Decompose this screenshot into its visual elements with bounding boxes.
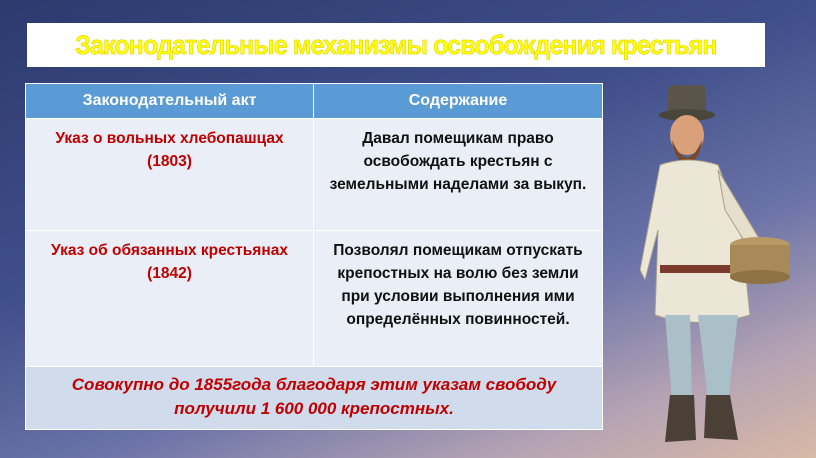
peasant-illustration	[640, 80, 810, 455]
table-header	[26, 84, 603, 119]
header-content: Содержание	[314, 84, 603, 119]
act-cell: Указ об обязанных крестьянах (1842)	[26, 231, 314, 367]
header-act: Законодательный акт	[26, 84, 314, 119]
content-cell: Давал помещикам право освобождать крестьян с земельными наделами за выкуп.	[314, 119, 603, 231]
table-row	[26, 119, 603, 231]
laws-table	[25, 83, 603, 430]
act-cell: Указ о вольных хлебопашцах (1803)	[26, 119, 314, 231]
table-row	[26, 231, 603, 367]
slide-title: Законодательные механизмы освобождения крестьян	[75, 29, 717, 60]
summary-row	[26, 367, 603, 430]
title-box	[27, 23, 765, 67]
summary-cell: Совокупно до 1855года благодаря этим указам свободу получили 1 600 000 крепостных.	[26, 367, 603, 430]
content-cell: Позволял помещикам отпускать крепостных на волю без земли при условии выполнения ими определённых повинностей.	[314, 231, 603, 367]
